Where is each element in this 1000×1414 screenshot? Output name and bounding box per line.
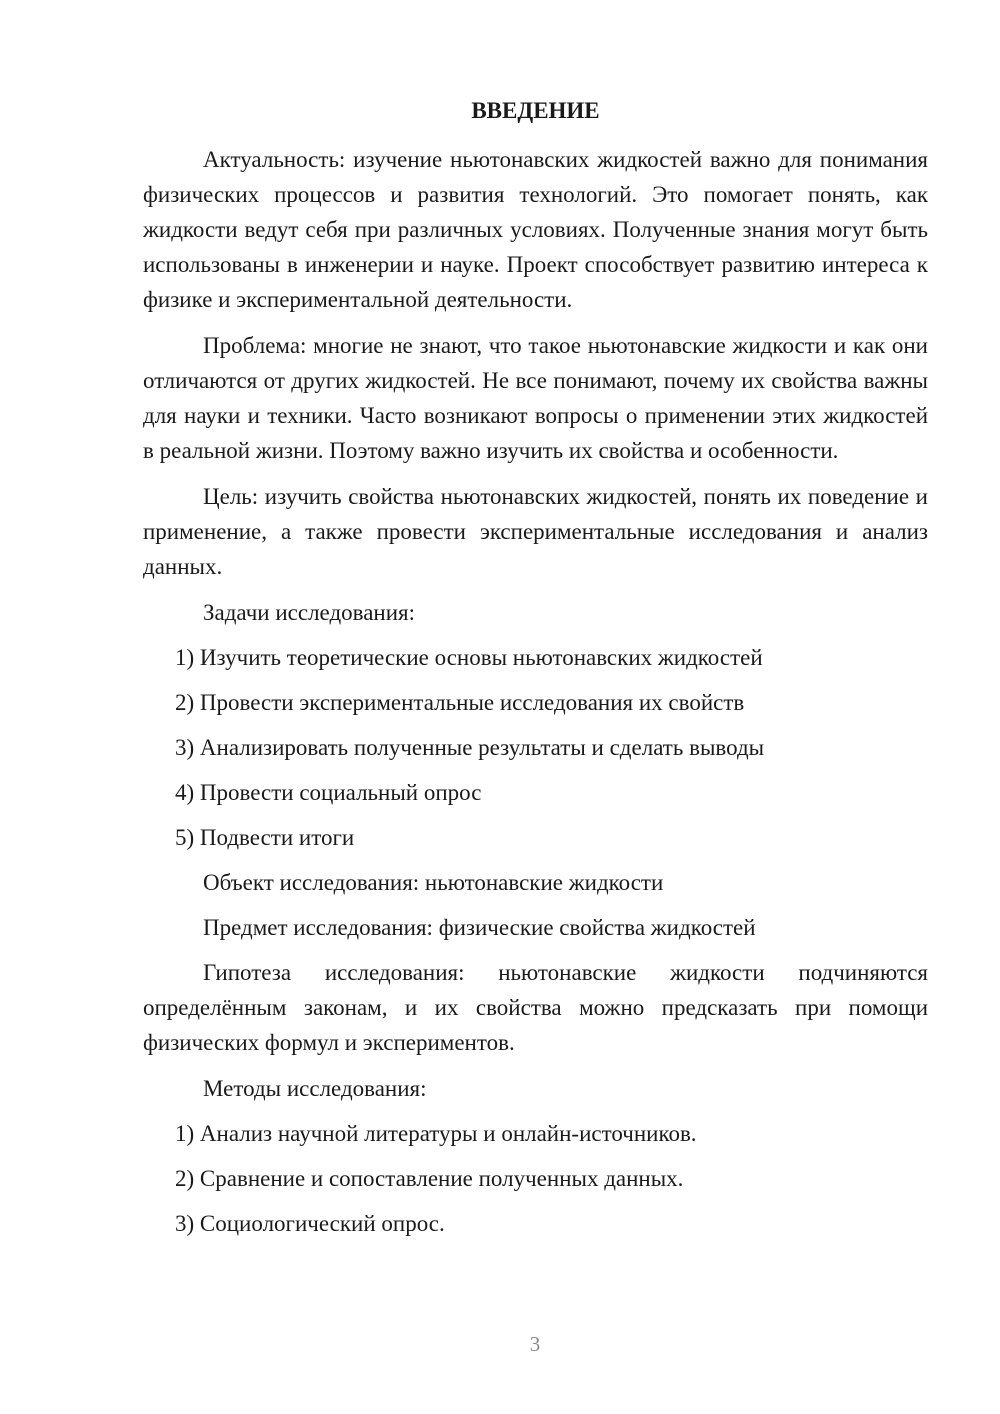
hypothesis-paragraph: Гипотеза исследования: ньютонавские жидкости подчиняются определённым законам, и их свойства можно предсказать при помощи физических формул и экспериментов. — [143, 960, 928, 1055]
method-item-1: 1) Анализ научной литературы и онлайн-источников. — [175, 1121, 697, 1146]
research-object: Объект исследования: ньютонавские жидкости — [203, 870, 664, 895]
task-item-2: 2) Провести экспериментальные исследования их свойств — [175, 690, 745, 715]
task-item-3: 3) Анализировать полученные результаты и сделать выводы — [175, 735, 765, 760]
task-item-1: 1) Изучить теоретические основы ньютонавских жидкостей — [175, 645, 763, 670]
method-item-2: 2) Сравнение и сопоставление полученных данных. — [175, 1166, 684, 1191]
tasks-title: Задачи исследования: — [203, 600, 416, 625]
goal-paragraph: Цель: изучить свойства ньютонавских жидкостей, понять их поведение и применение, а также провести экспериментальные исследования и анализ данных. — [143, 484, 928, 579]
relevance-paragraph: Актуальность: изучение ньютонавских жидкостей важно для понимания физических процессов и развития технологий. Это помогает понять, как жидкости ведут себя при различных условиях. Полученные знания могут быть использованы в инженерии и науке. Проект способствует развитию интереса к физике и экспериментальной деятельности. — [143, 147, 928, 312]
task-item-5: 5) Подвести итоги — [175, 825, 355, 850]
document-body — [143, 142, 928, 1251]
method-item-3: 3) Социологический опрос. — [175, 1211, 445, 1236]
methods-title: Методы исследования: — [203, 1076, 427, 1101]
task-item-4: 4) Провести социальный опрос — [175, 780, 482, 805]
problem-paragraph: Проблема: многие не знают, что такое ньютонавские жидкости и как они отличаются от других жидкостей. Не все понимают, почему их свойства важны для науки и техники. Часто возникают вопросы о применении этих жидкостей в реальной жизни. Поэтому важно изучить их свойства и особенности. — [143, 333, 928, 463]
page-title: ВВЕДЕНИЕ — [471, 98, 600, 123]
research-subject: Предмет исследования: физические свойства жидкостей — [203, 915, 756, 940]
page-number: 3 — [529, 1332, 541, 1356]
